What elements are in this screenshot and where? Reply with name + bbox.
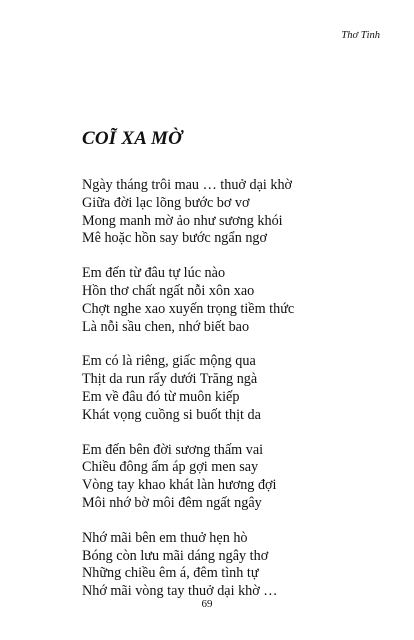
poem-line: Hồn thơ chất ngất nỗi xôn xao — [82, 282, 255, 299]
poem-line: Chợt nghe xao xuyến trọng tiềm thức — [82, 300, 295, 317]
poem-line: Nhớ mãi vòng tay thuở dại khờ … — [82, 583, 278, 600]
stanza-5 — [82, 530, 294, 601]
poem-line: Chiều đông ấm áp gợi men say — [82, 459, 259, 476]
poem-line: Là nỗi sầu chen, nhớ biết bao — [82, 318, 250, 335]
poem-line: Khát vọng cuồng si buốt thịt da — [82, 406, 261, 423]
poem-line: Thịt da run rẩy dưới Trăng ngà — [82, 371, 258, 388]
poem-title: COĨ XA MỜ — [82, 128, 183, 149]
poem-line: Bóng còn lưu mãi dáng ngây thơ — [82, 547, 269, 564]
stanza-2 — [82, 265, 294, 336]
poem-line: Ngày tháng trôi mau … thuở dại khờ — [82, 177, 293, 193]
poem-line: Mê hoặc hồn say bước ngẩn ngơ — [82, 230, 268, 247]
poem-line: Em về đâu đó từ muôn kiếp — [82, 388, 240, 405]
running-header: Thơ Tình — [341, 30, 380, 41]
page-number: 69 — [201, 598, 213, 610]
poem-line: Mong manh mờ ảo như sương khói — [82, 212, 283, 229]
poem-line: Nhớ mãi bên em thuở hẹn hò — [82, 529, 248, 546]
poem-line: Em có là riêng, giấc mộng qua — [82, 353, 256, 370]
poem-body — [82, 177, 294, 601]
stanza-3 — [82, 353, 294, 424]
stanza-1 — [82, 177, 294, 248]
poem-line: Môi nhớ bờ môi đêm ngất ngây — [82, 494, 262, 511]
poem-line: Em đến từ đâu tự lúc nào — [82, 265, 226, 282]
poem-line: Vòng tay khao khát làn hương đợi — [82, 477, 277, 494]
poem-line: Giữa đời lạc lõng bước bơ vơ — [82, 194, 250, 211]
stanza-4 — [82, 442, 294, 513]
poem-line: Những chiều êm á, đêm tình tự — [82, 565, 259, 582]
poem-line: Em đến bên đời sương thấm vai — [82, 441, 264, 458]
